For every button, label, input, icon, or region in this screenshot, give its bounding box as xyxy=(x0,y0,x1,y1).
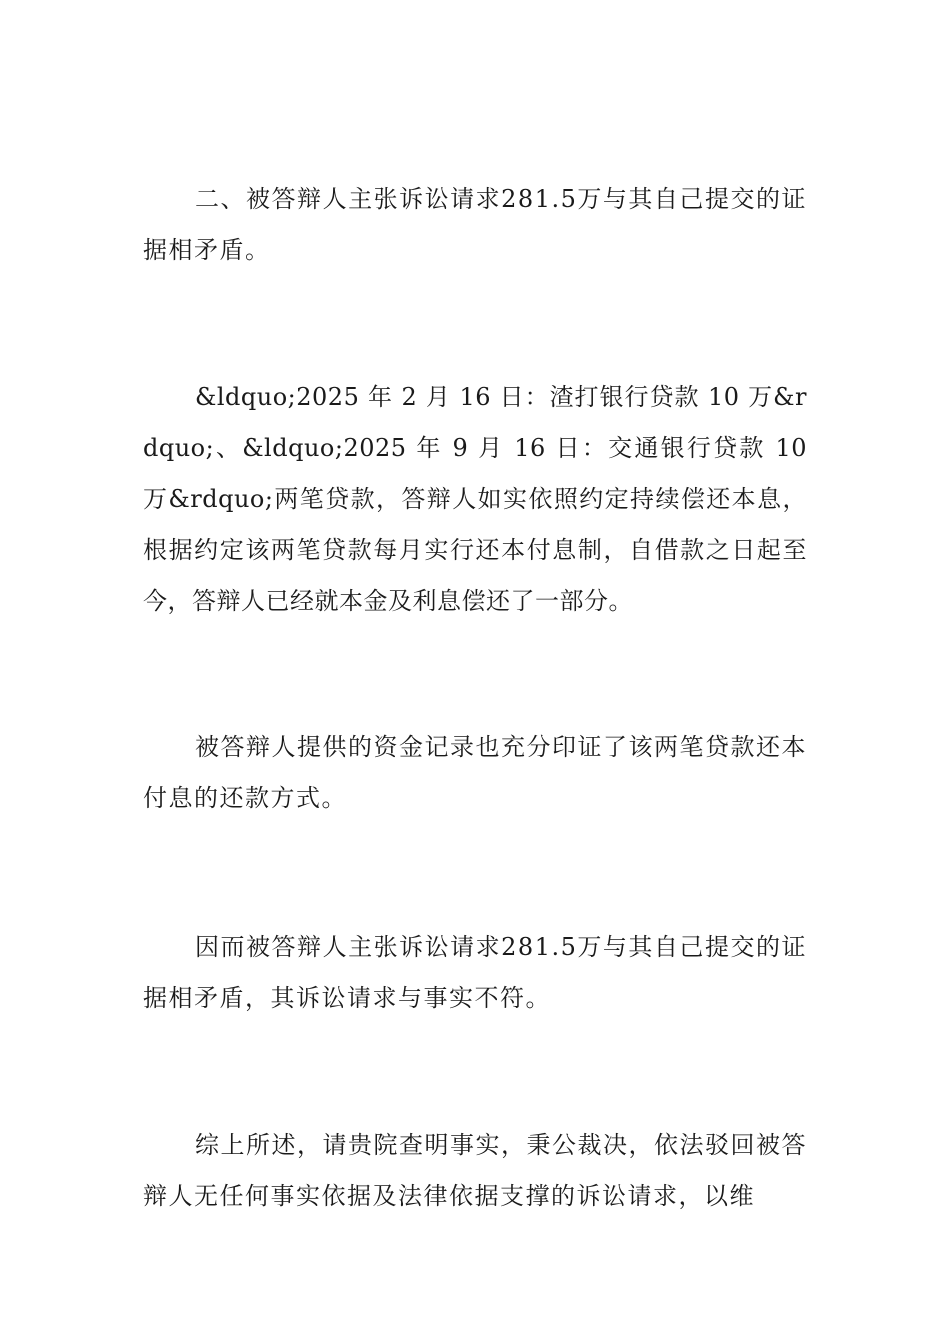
paragraph-loan-details: &ldquo;2025 年 2 月 16 日：渣打银行贷款 10 万&rdquo;、&ldquo;2025 年 9 月 16 日：交通银行贷款 10 万&rdquo;两笔贷款，答辩人如实依照约定持续偿还本息，根据约定该两笔贷款每月实行还本付息制，自借款之日起至今，答辩人已经就本金及利息偿还了一部分。 xyxy=(143,383,807,615)
paragraph-contradiction-heading: 二、被答辩人主张诉讼请求281.5万与其自己提交的证据相矛盾。 xyxy=(143,185,807,264)
paragraph-fund-records: 被答辩人提供的资金记录也充分印证了该两笔贷款还本付息的还款方式。 xyxy=(143,733,807,812)
paragraph-conclusion-contradiction: 因而被答辩人主张诉讼请求281.5万与其自己提交的证据相矛盾，其诉讼请求与事实不符。 xyxy=(143,933,807,1012)
paragraph-summary-request: 综上所述，请贵院查明事实，秉公裁决，依法驳回被答辩人无任何事实依据及法律依据支撑的诉讼请求，以维 xyxy=(143,1131,807,1210)
